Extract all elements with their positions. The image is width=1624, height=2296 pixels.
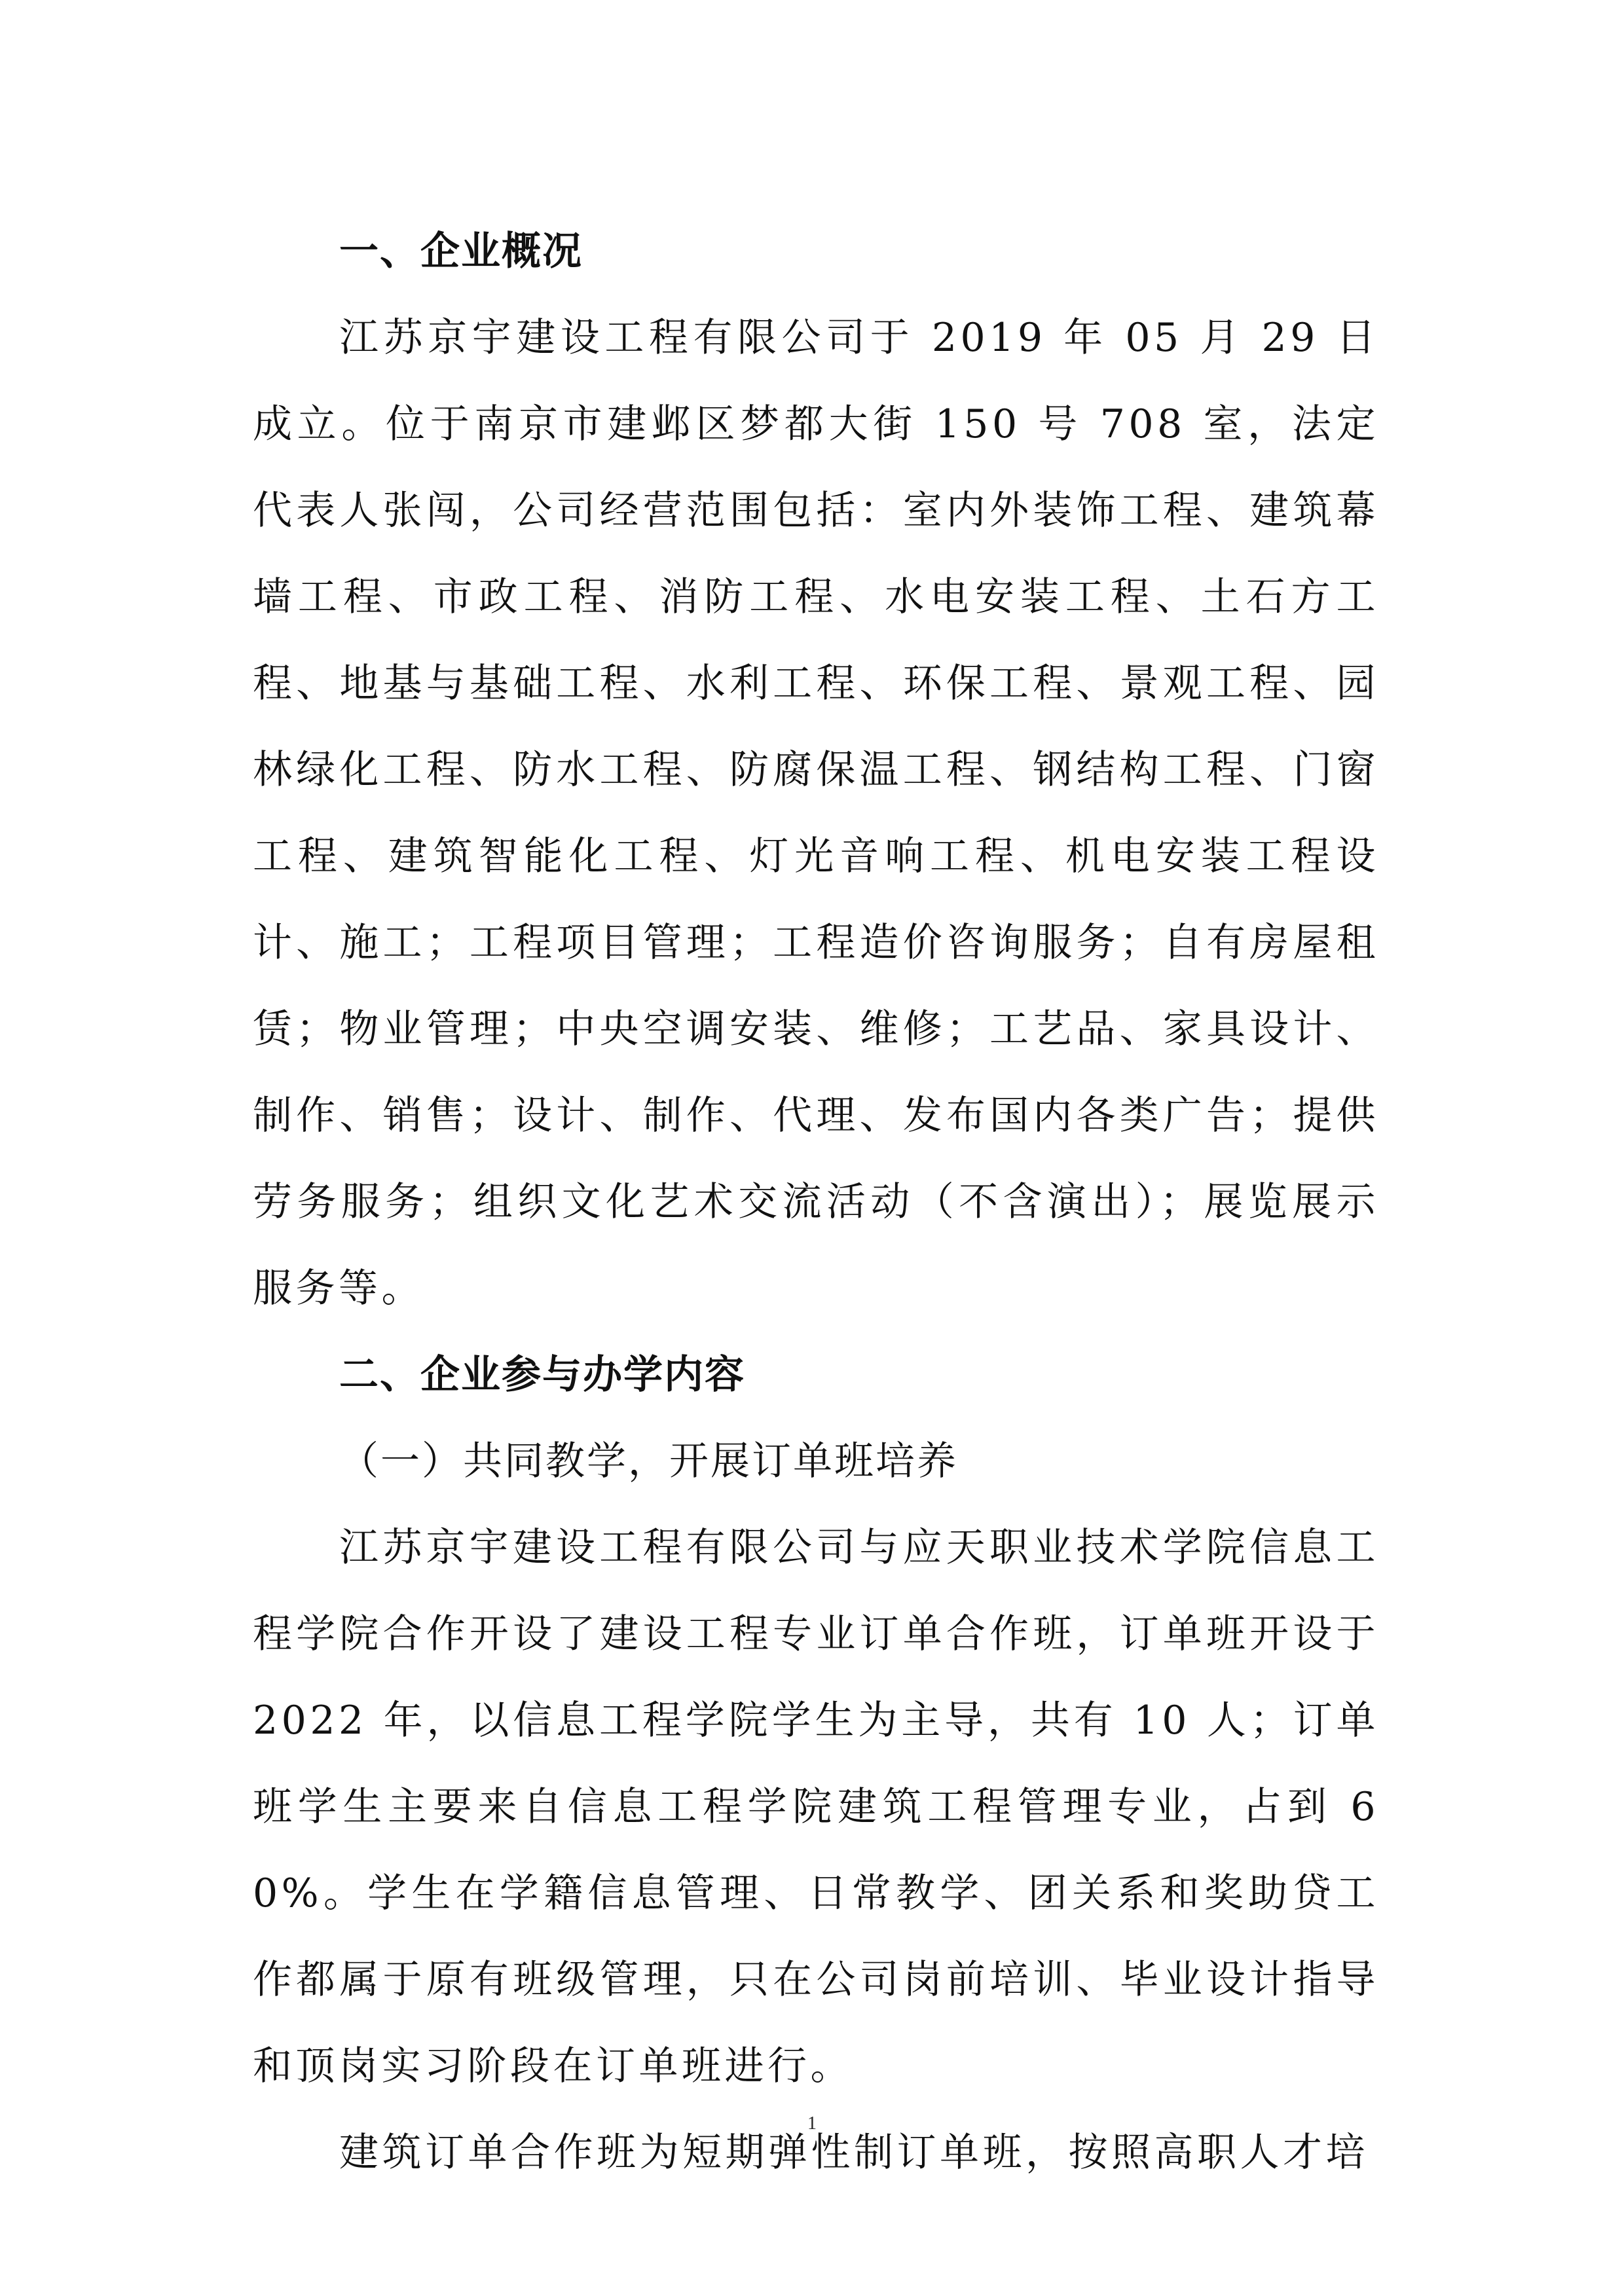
subsection-heading-joint-teaching: （一）共同教学，开展订单班培养: [339, 1438, 958, 1484]
page-number: 1: [807, 2113, 817, 2134]
section-heading-participation: 二、企业参与办学内容: [339, 1352, 745, 1398]
paragraph-order-class-continued: 建筑订单合作班为短期弹性制订单班，按照高职人才培: [339, 2130, 1369, 2176]
paragraph-company-overview: 江苏京宇建设工程有限公司于 2019 年 05 月 29 日成立。位于南京市建邺区梦都大街 150 号 708 室，法定代表人张闯，公司经营范围包括：室内外装饰工程、建筑幕墙工程、市政工程、消防工程、水电安装工程、土石方工程、地基与基础工程、水利工程、环保工程、景观工程、园林绿化工程、防水工程、防腐保温工程、钢结构工程、门窗工程、建筑智能化工程、灯光音响工程、机电安装工程设计、施工；工程项目管理；工程造价咨询服务；自有房屋租赁；物业管理；中央空调安装、维修；工艺品、家具设计、制作、销售；设计、制作、代理、发布国内各类广告；提供劳务服务；组织文化艺术交流活动（不含演出）；展览展示服务等。: [253, 315, 1379, 1311]
paragraph-order-class: 江苏京宇建设工程有限公司与应天职业技术学院信息工程学院合作开设了建设工程专业订单合作班，订单班开设于 2022 年，以信息工程学院学生为主导，共有 10 人；订单班学生主要来自信息工程学院建筑工程管理专业，占到 60%。学生在学籍信息管理、日常教学、团关系和奖助贷工作都属于原有班级管理，只在公司岗前培训、毕业设计指导和顶岗实习阶段在订单班进行。: [253, 1525, 1379, 2089]
section-heading-company-overview: 一、企业概况: [339, 228, 583, 274]
document-body: [253, 208, 1379, 2196]
